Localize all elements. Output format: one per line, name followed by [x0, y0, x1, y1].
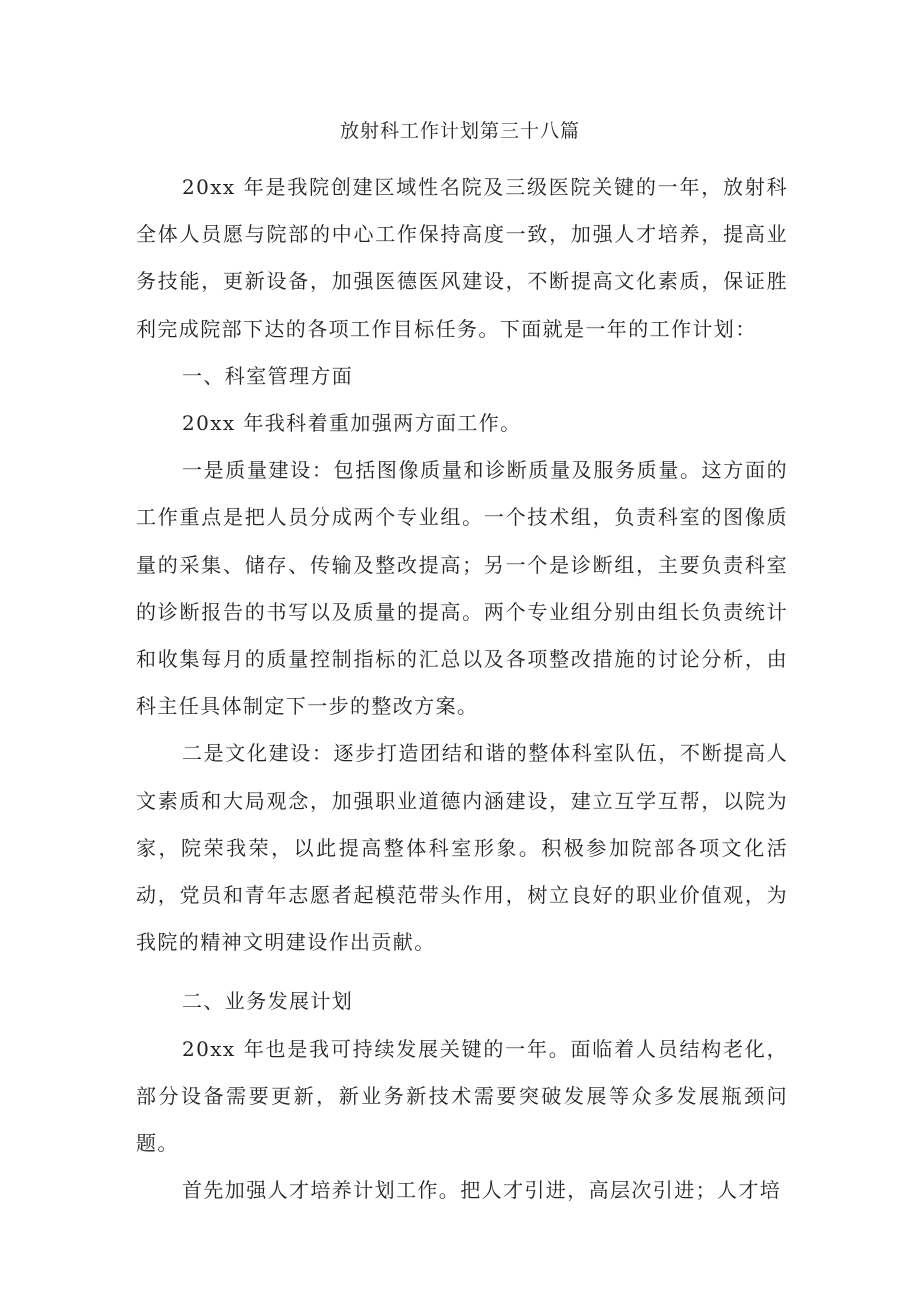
- paragraph-intro: 20xx 年是我院创建区域性名院及三级医院关键的一年，放射科全体人员愿与院部的中心工作保持高度一致，加强人才培养，提高业务技能，更新设备，加强医德医风建设，不断提高文化素质，保证胜利完成院部下达的各项工作目标任务。下面就是一年的工作计划：: [136, 175, 788, 341]
- section-heading-management: 一、科室管理方面: [182, 363, 354, 388]
- paragraph-talent-training: 首先加强人才培养计划工作。把人才引进，高层次引进；人才培: [182, 1178, 782, 1203]
- document-title: 放射科工作计划第三十八篇: [339, 120, 580, 142]
- section-heading-business-plan: 二、业务发展计划: [182, 989, 354, 1014]
- paragraph-section2-lead: 20xx 年也是我可持续发展关键的一年。面临着人员结构老化，部分设备需要更新，新业务新技术需要突破发展等众多发展瓶颈问题。: [136, 1036, 788, 1156]
- paragraph-culture-building: 二是文化建设：逐步打造团结和谐的整体科室队伍，不断提高人文素质和大局观念，加强职业道德内涵建设，建立互学互帮，以院为家，院荣我荣，以此提高整体科室形象。积极参加院部各项文化活动，党员和青年志愿者起模范带头作用，树立良好的职业价值观，为我院的精神文明建设作出贡献。: [136, 741, 788, 955]
- paragraph-quality-building: 一是质量建设：包括图像质量和诊断质量及服务质量。这方面的工作重点是把人员分成两个专业组。一个技术组，负责科室的图像质量的采集、储存、传输及整改提高；另一个是诊断组，主要负责科室的诊断报告的书写以及质量的提高。两个专业组分别由组长负责统计和收集每月的质量控制指标的汇总以及各项整改措施的讨论分析，由科主任具体制定下一步的整改方案。: [136, 458, 788, 719]
- paragraph-section1-lead: 20xx 年我科着重加强两方面工作。: [182, 411, 522, 436]
- document-body: [136, 164, 788, 1214]
